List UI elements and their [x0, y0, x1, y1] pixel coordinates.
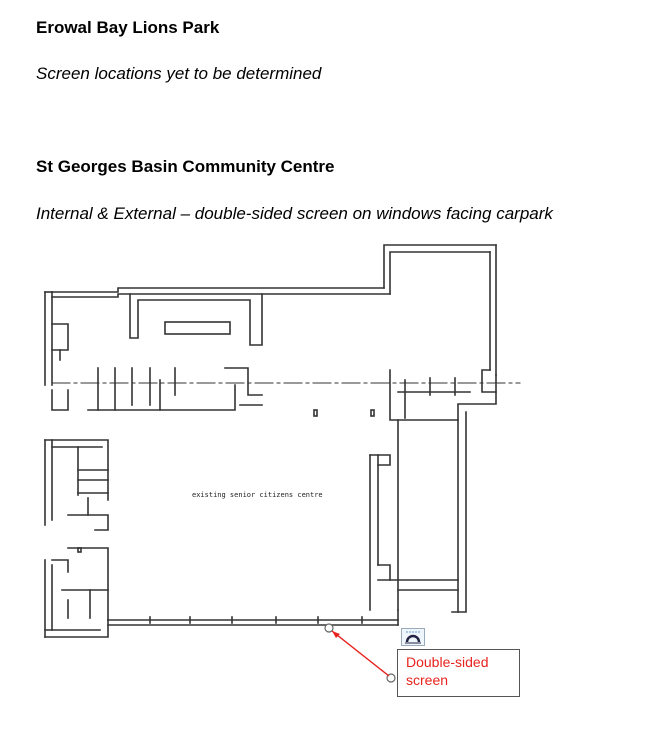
double-sided-screen-callout[interactable]: Double-sided screen	[397, 649, 520, 697]
site-note-erowal-bay: Screen locations yet to be determined	[36, 64, 322, 83]
room-label: existing senior citizens centre	[192, 491, 323, 499]
site-heading-erowal-bay: Erowal Bay Lions Park	[36, 18, 220, 37]
site-note-st-georges-basin: Internal & External – double-sided screen on windows facing carpark	[36, 204, 553, 223]
callout-anchor[interactable]	[325, 624, 333, 632]
screen-arch-icon[interactable]	[401, 628, 425, 646]
site-heading-st-georges-basin: St Georges Basin Community Centre	[36, 157, 335, 176]
callout-leader-line	[332, 631, 389, 676]
